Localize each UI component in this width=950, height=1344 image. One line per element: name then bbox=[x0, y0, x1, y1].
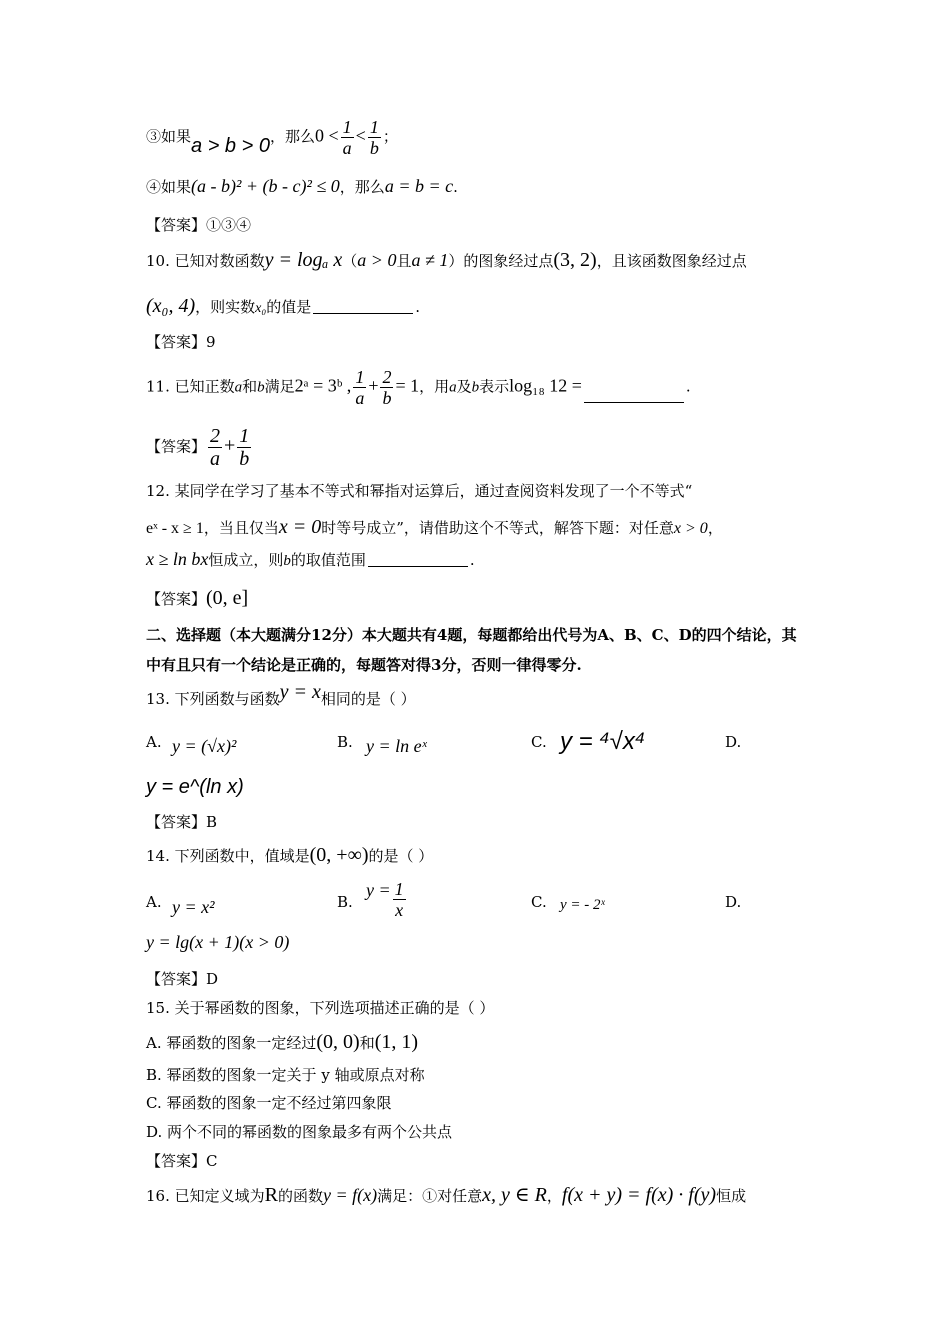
fraction: $\frac{1}{x}$ bbox=[394, 879, 404, 920]
option-14-d[interactable]: D. bbox=[725, 893, 742, 911]
option-14-b[interactable]: B. bbox=[337, 893, 353, 911]
answer-blank[interactable] bbox=[313, 312, 413, 314]
question-11: 11. 已知正数a和b满足2ᵃ = 3ᵇ , $\frac{1}{a}$ + $\frac{2}{b}$ = 1，用a及b表示log₁₈ 12 = . bbox=[146, 367, 691, 408]
option-13-c-math: y = ⁴√x⁴ bbox=[560, 728, 646, 755]
answer-11: 【答案】 $\frac{2}{a}$ + $\frac{1}{b}$ bbox=[146, 425, 250, 470]
question-12-line3: x ≥ ln bx恒成立，则b的取值范围 . bbox=[146, 549, 475, 569]
answer-prev: 【答案】①③④ bbox=[146, 216, 252, 234]
option-13-b[interactable]: B. bbox=[337, 733, 353, 751]
option-15-a[interactable]: A. 幂函数的图象一定经过(0, 0)和(1, 1) bbox=[146, 1031, 419, 1053]
fraction: $\frac{1}{b}$ bbox=[239, 425, 250, 470]
fraction: $\frac{2}{b}$ bbox=[382, 367, 392, 408]
answer-15: 【答案】C bbox=[146, 1152, 218, 1170]
option-15-d[interactable]: D. 两个不同的幂函数的图象最多有两个公共点 bbox=[146, 1123, 453, 1141]
section-2-heading: 二、选择题（本大题满分12分）本大题共有4题，每题都给出代号为A、B、C、D的四个结论，其 bbox=[146, 626, 797, 644]
option-13-d-math: y = e^(ln x) bbox=[146, 776, 244, 798]
question-12-line2: eˣ - x ≥ 1，当且仅当x = 0时等号成立”，请借助这个不等式，解答下题：对任意x > 0， bbox=[146, 516, 723, 538]
option-14-c[interactable]: C. bbox=[531, 893, 547, 911]
fraction: $\frac{1}{a}$ bbox=[342, 117, 352, 158]
answer-14: 【答案】D bbox=[146, 970, 219, 988]
answer-10: 【答案】9 bbox=[146, 333, 216, 351]
question-10: 10. 已知对数函数y = logₐ x（a > 0且a ≠ 1）的图象经过点(3, 2)，且该函数图象经过点 bbox=[146, 249, 747, 271]
question-14: 14. 下列函数中，值域是(0, +∞)的是（ ） bbox=[146, 844, 434, 866]
question-10-line2: (x₀, 4)，则实数x₀的值是 . bbox=[146, 295, 421, 317]
fraction: $\frac{1}{a}$ bbox=[355, 367, 365, 408]
option-13-c[interactable]: C. bbox=[531, 733, 547, 751]
option-15-b[interactable]: B. 幂函数的图象一定关于 y 轴或原点对称 bbox=[146, 1066, 425, 1084]
option-14-d-math: y = lg(x + 1)(x > 0) bbox=[146, 932, 290, 952]
option-13-a[interactable]: A. bbox=[146, 733, 162, 751]
option-14-a[interactable]: A. bbox=[146, 893, 162, 911]
fraction: $\frac{1}{b}$ bbox=[369, 117, 379, 158]
option-14-c-math: y = - 2ˣ bbox=[560, 897, 605, 913]
option-13-d[interactable]: D. bbox=[725, 733, 742, 751]
option-13-a-math: y = (√x)² bbox=[172, 736, 237, 756]
math-inline: a > b > 0 bbox=[191, 134, 270, 157]
line-item-3: ③如果a > b > 0，那么0 < $\frac{1}{a}$ < $\frac{1}{b}$ ； bbox=[146, 117, 398, 158]
section-2-heading-line2: 中有且只有一个结论是正确的，每题答对得3分，否则一律得零分. bbox=[146, 656, 582, 674]
answer-13: 【答案】B bbox=[146, 813, 218, 831]
answer-blank[interactable] bbox=[368, 565, 468, 567]
question-15: 15. 关于幂函数的图象，下列选项描述正确的是（ ） bbox=[146, 999, 495, 1017]
math-inline: (a - b)² + (b - c)² ≤ 0 bbox=[191, 176, 340, 196]
answer-12: 【答案】(0, e] bbox=[146, 587, 249, 609]
line-item-4: ④如果(a - b)² + (b - c)² ≤ 0，那么a = b = c. bbox=[146, 176, 458, 196]
fraction: $\frac{2}{a}$ bbox=[210, 425, 221, 470]
answer-blank[interactable] bbox=[584, 401, 684, 403]
option-14-b-math: y = $\frac{1}{x}$ bbox=[366, 879, 404, 920]
question-13: 13. 下列函数与函数y = x相同的是（ ） bbox=[146, 681, 416, 708]
option-15-c[interactable]: C. 幂函数的图象一定不经过第四象限 bbox=[146, 1094, 392, 1112]
question-16: 16. 已知定义域为R的函数y = f(x)满足：①对任意x, y ∈ R，f(x + y) = f(x) · f(y)恒成 bbox=[146, 1184, 747, 1206]
option-14-a-math: y = x² bbox=[172, 897, 215, 917]
option-13-b-math: y = ln eˣ bbox=[366, 736, 427, 756]
question-12: 12. 某同学在学习了基本不等式和幂指对运算后，通过查阅资料发现了一个不等式“ bbox=[146, 482, 693, 500]
